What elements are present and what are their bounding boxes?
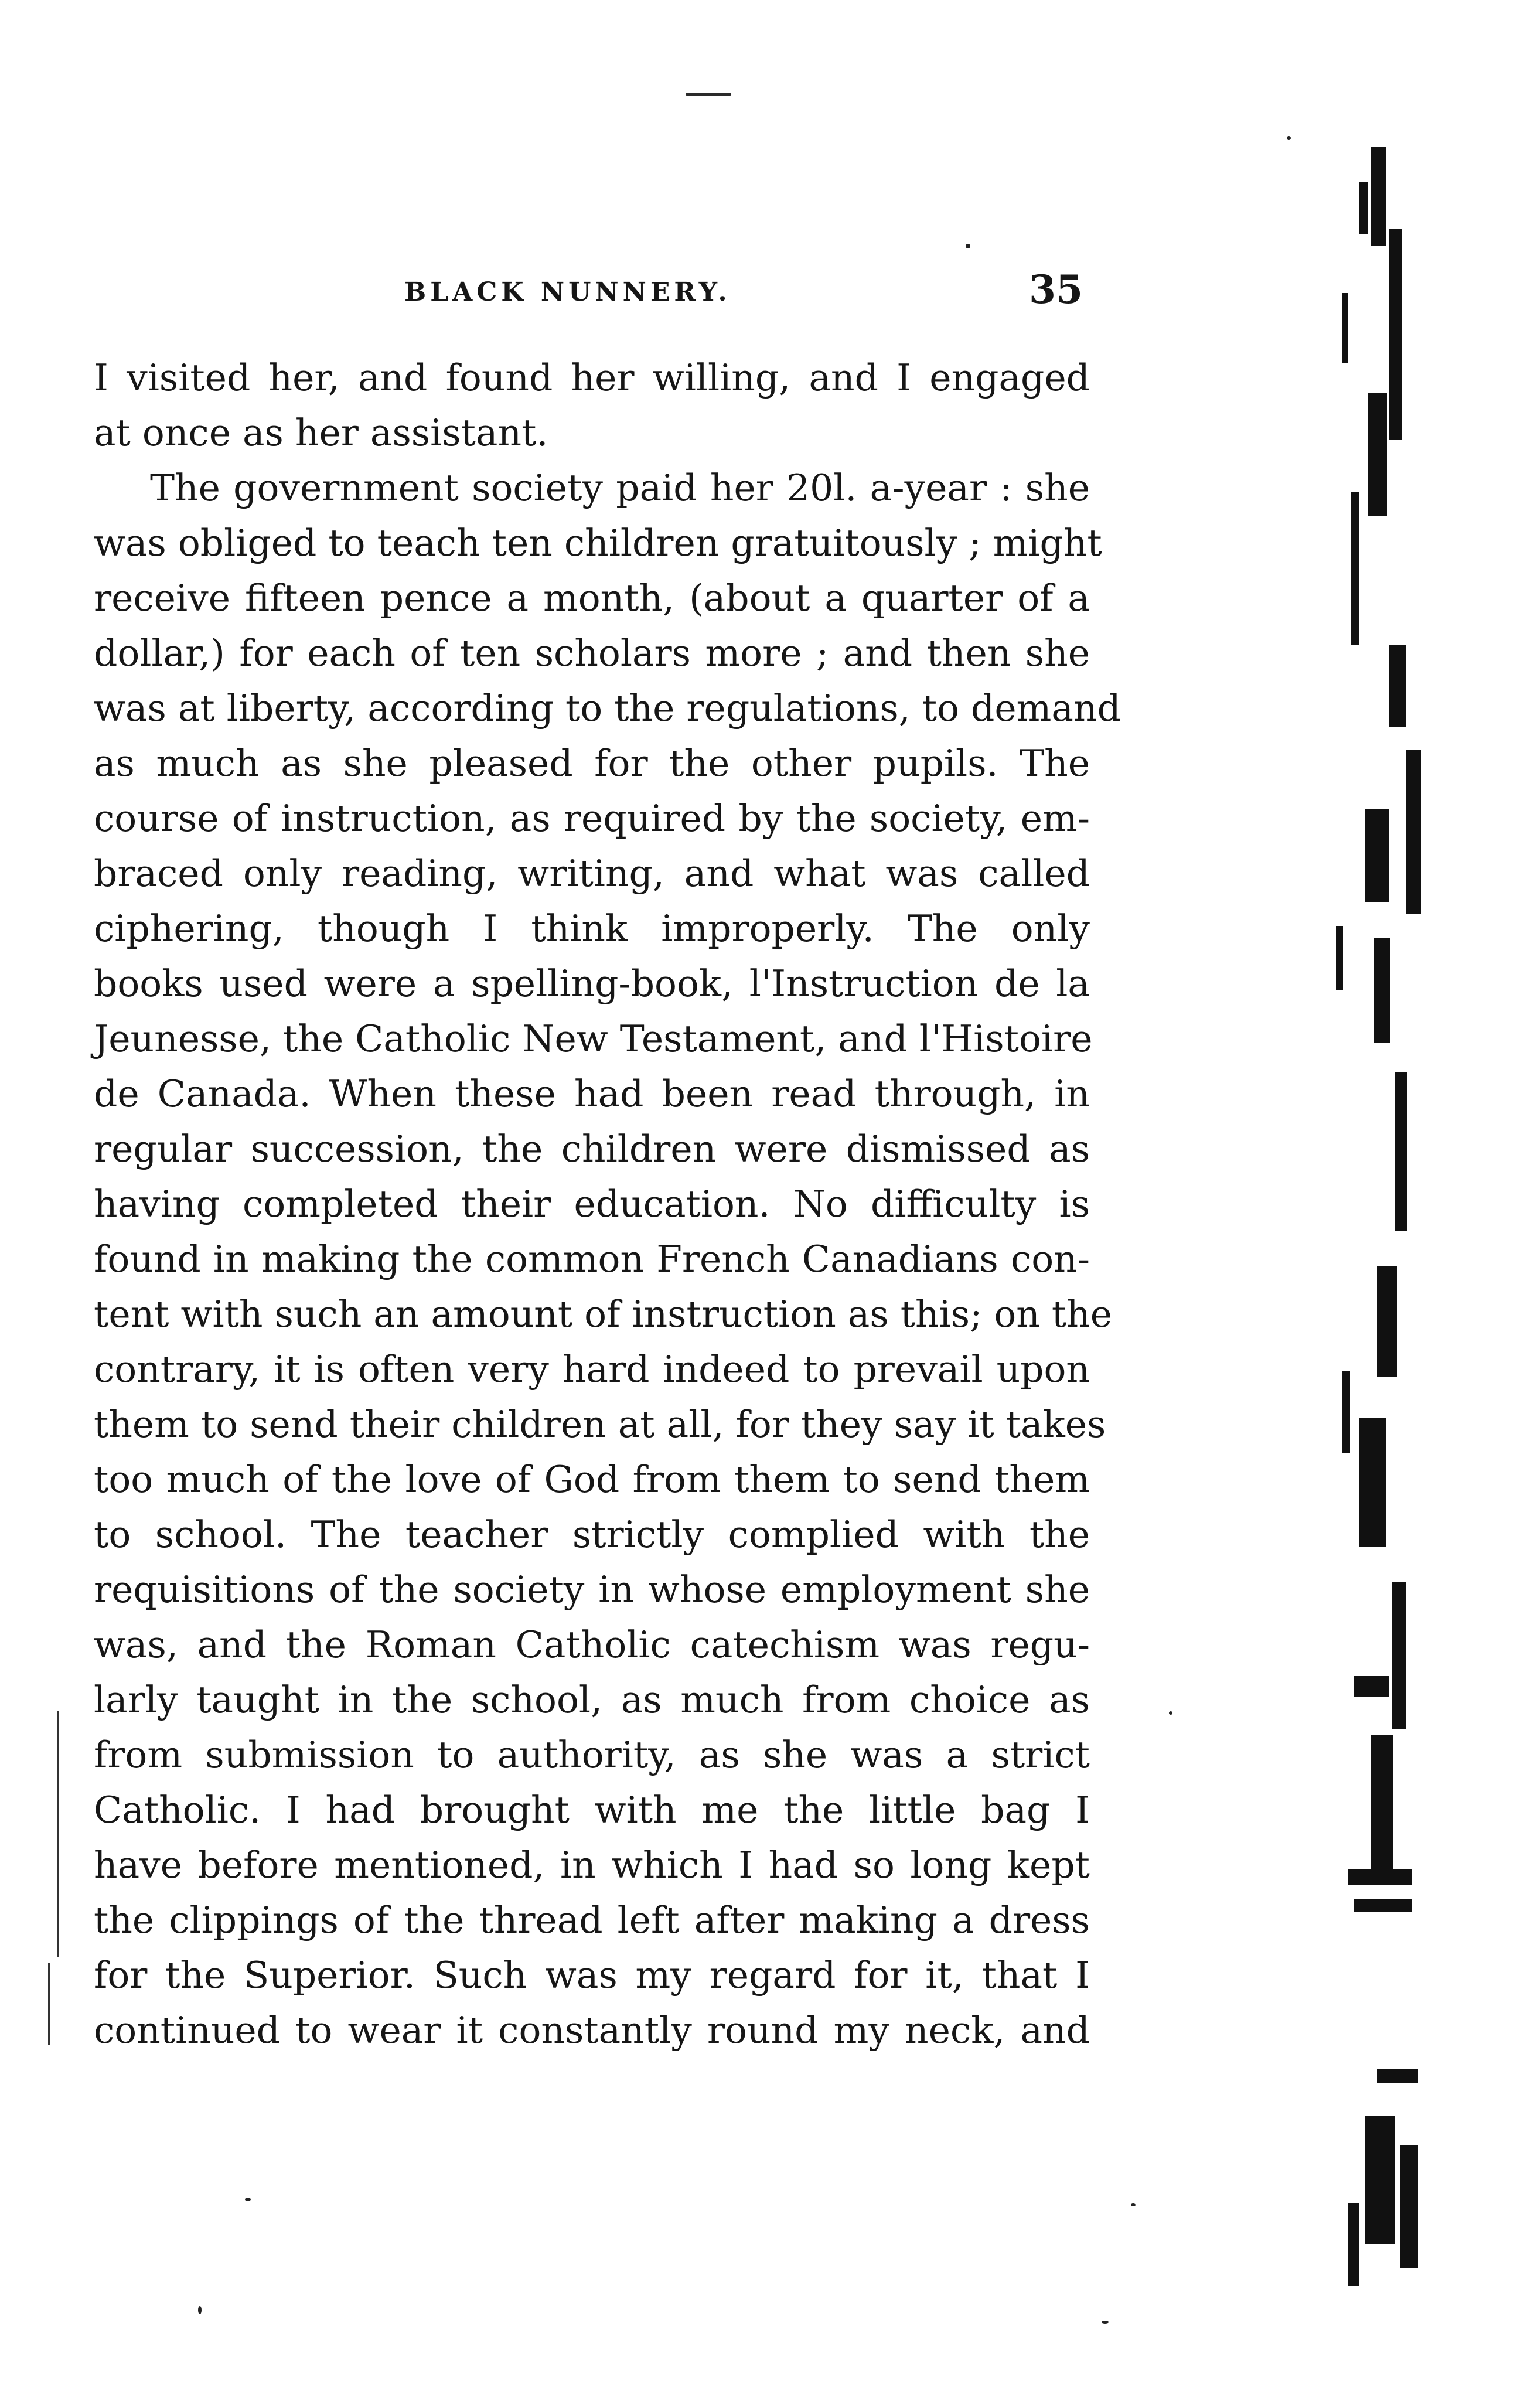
text-line: at once as her assistant.: [94, 411, 548, 454]
text-line: dollar,) for each of ten scholars more ; and then she: [94, 632, 1090, 675]
text-line: larly taught in the school, as much from choice as: [94, 1678, 1090, 1721]
margin-line: [57, 1711, 59, 1957]
top-rule: [686, 93, 731, 96]
text-line: was, and the Roman Catholic catechism was regu-: [94, 1623, 1090, 1666]
running-title: BLACK NUNNERY.: [404, 277, 731, 307]
text-line: was obliged to teach ten children gratuitously ; might: [94, 522, 1102, 564]
scan-speck: [1102, 2321, 1109, 2324]
text-line: Catholic. I had brought with me the little bag I: [94, 1789, 1090, 1831]
text-line: de Canada. When these had been read through, in: [94, 1072, 1090, 1115]
text-line: receive fifteen pence a month, (about a quarter of a: [94, 577, 1090, 619]
text-line: regular succession, the children were dismissed as: [94, 1128, 1090, 1170]
scan-speck: [1287, 136, 1291, 140]
body-text: [94, 350, 1121, 2058]
text-line: to school. The teacher strictly complied with the: [94, 1513, 1090, 1556]
text-line: tent with such an amount of instruction as this; on the: [94, 1293, 1113, 1336]
facing-page-bleed: [1301, 117, 1430, 2315]
scan-speck: [245, 2198, 251, 2201]
text-line: I visited her, and found her willing, and I engaged: [94, 356, 1090, 399]
text-line: was at liberty, according to the regulations, to demand: [94, 687, 1121, 730]
text-line: continued to wear it constantly round my neck, and: [94, 2009, 1090, 2052]
text-line: them to send their children at all, for they say it takes: [94, 1403, 1106, 1446]
text-line: found in making the common French Canadians con-: [94, 1238, 1090, 1280]
text-line: books used were a spelling-book, l'Instruction de la: [94, 962, 1090, 1005]
text-line: the clippings of the thread left after making a dress: [94, 1899, 1090, 1942]
scan-speck: [1169, 1711, 1172, 1715]
running-head: [94, 267, 1090, 325]
text-line: braced only reading, writing, and what was called: [94, 852, 1090, 895]
text-line: Jeunesse, the Catholic New Testament, and l'Histoire: [94, 1017, 1093, 1060]
text-line: have before mentioned, in which I had so long kept: [94, 1844, 1090, 1886]
text-line: requisitions of the society in whose employment she: [94, 1568, 1090, 1611]
margin-line: [48, 1963, 50, 2045]
text-line: as much as she pleased for the other pupils. The: [94, 742, 1090, 785]
scan-speck: [198, 2306, 202, 2314]
text-line: course of instruction, as required by the society, em-: [94, 797, 1090, 840]
text-line: too much of the love of God from them to send them: [94, 1458, 1090, 1501]
text-line: ciphering, though I think improperly. The only: [94, 907, 1090, 950]
page-number: 35: [1029, 267, 1083, 312]
text-line: contrary, it is often very hard indeed to prevail upon: [94, 1348, 1090, 1391]
text-line: having completed their education. No difficulty is: [94, 1183, 1090, 1225]
text-line: from submission to authority, as she was a strict: [94, 1733, 1090, 1776]
text-line: The government society paid her 20l. a-year : she: [150, 466, 1090, 509]
scan-speck: [966, 244, 970, 248]
text-line: for the Superior. Such was my regard for it, that I: [94, 1954, 1090, 1997]
scan-speck: [1131, 2203, 1136, 2206]
